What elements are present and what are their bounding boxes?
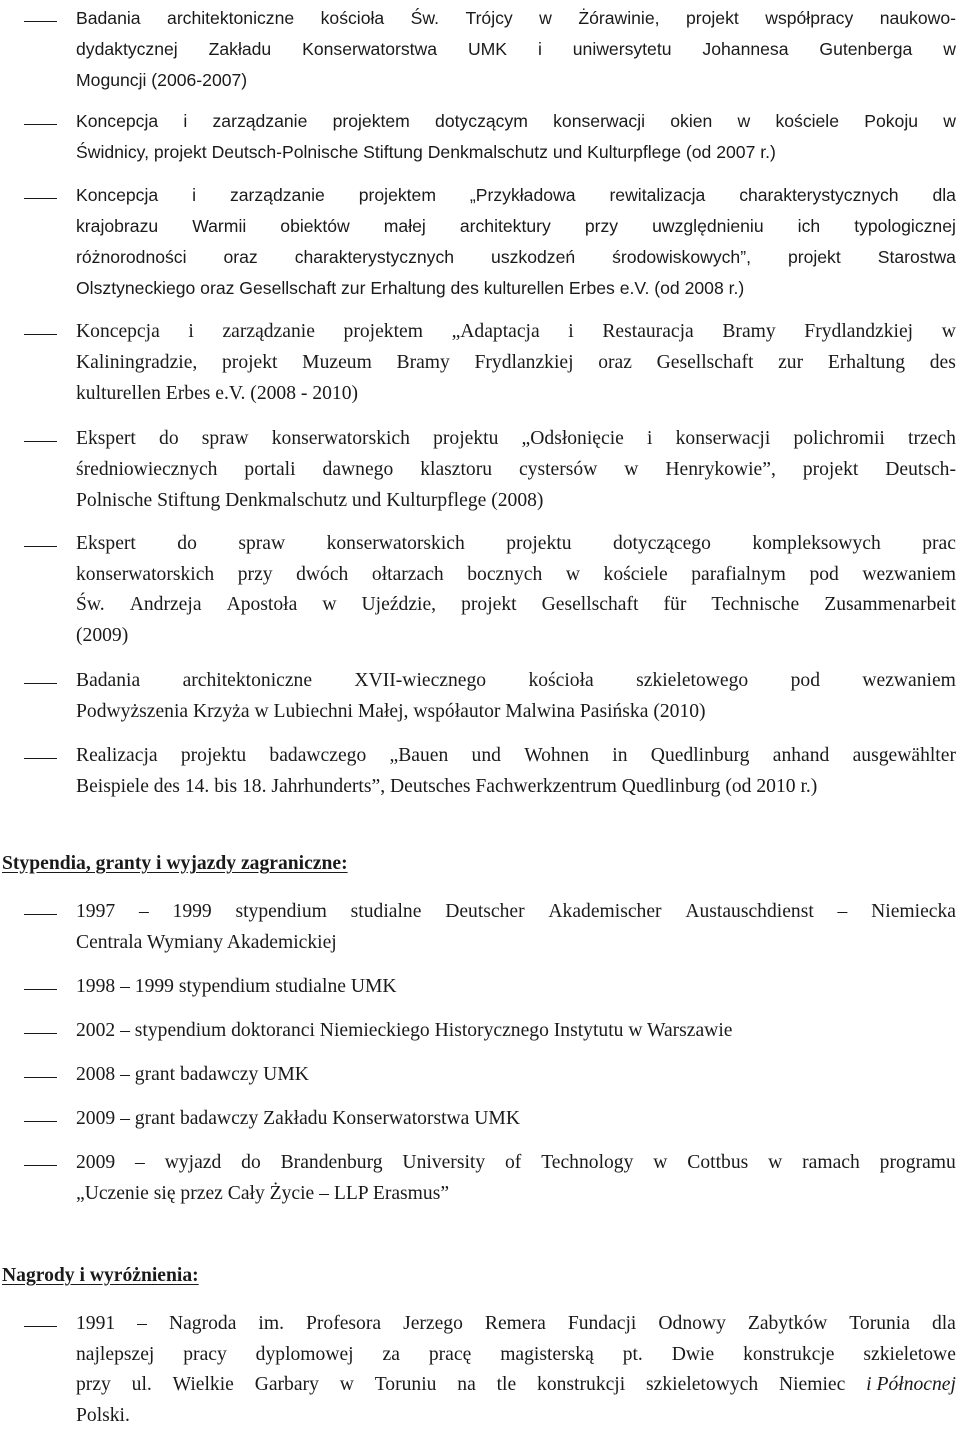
award-item-line (76, 1401, 130, 1431)
line-word: XVII-wiecznego (354, 665, 486, 696)
line-word: zarządzanie (213, 106, 308, 137)
line-word: studialne (351, 897, 422, 928)
line-word: konserwatorskich (272, 423, 410, 454)
research-item-line (76, 106, 956, 137)
line-word: Wohnen (524, 740, 589, 771)
section-heading-scholarships (2, 853, 348, 875)
line-word: projekt (461, 590, 517, 621)
line-word: dwóch (296, 560, 348, 591)
research-item-line (76, 3, 956, 34)
line-word: w (943, 34, 956, 65)
line-text: „Uczenie się przez Cały Życie – LLP Erasmus” (76, 1183, 449, 1204)
line-word: trzech (908, 423, 956, 454)
research-item-line (76, 378, 358, 409)
line-word: Zusammenarbeit (824, 590, 956, 621)
line-word: des (930, 347, 956, 378)
line-word: i (568, 316, 573, 347)
line-word: środowiskowych”, (612, 242, 751, 273)
line-word: Deutsch- (885, 454, 956, 485)
line-word: Andrzeja (130, 590, 202, 621)
line-word: najlepszej (76, 1340, 154, 1371)
award-item-line (76, 1340, 956, 1371)
line-text: Moguncji (2006-2007) (76, 70, 247, 90)
research-item-line (76, 560, 956, 591)
line-word: „Bauen (390, 740, 449, 771)
line-word: projektu (506, 529, 571, 560)
line-word: w (566, 560, 580, 591)
line-text: 2009 – grant badawczy Zakładu Konserwatorstwa UMK (76, 1108, 520, 1129)
line-word: 1999 (173, 897, 212, 928)
scholarship-item-line (76, 897, 956, 928)
line-word: spraw (202, 423, 249, 454)
line-word: Akademischer (548, 897, 661, 928)
line-word: Brandenburg (281, 1148, 383, 1179)
line-word: „Odsłonięcie (522, 423, 624, 454)
line-word: parafialnym (691, 560, 786, 591)
research-item-line (76, 454, 956, 485)
research-item-line (76, 665, 956, 696)
line-word: kościoła (321, 3, 385, 34)
line-word: dla (932, 180, 955, 211)
line-word: Johannesa (702, 34, 788, 65)
line-word: obiektów (280, 211, 349, 242)
line-word: szkieletowego (636, 665, 748, 696)
line-word: w (942, 316, 956, 347)
line-word: projekt (222, 347, 278, 378)
line-word: konstrukcje (743, 1340, 834, 1371)
line-text: Olsztyneckiego oraz Gesellschaft zur Erhaltung des kulturellen Erbes e.V. (od 2008 r.) (76, 278, 744, 298)
line-word: Quedlinburg (651, 740, 750, 771)
line-word: uwzględnieniu (652, 211, 764, 242)
line-word: dotyczącym (435, 106, 528, 137)
line-word: kompleksowych (752, 529, 880, 560)
line-text: Beispiele des 14. bis 18. Jahrhunderts”, Deutsches Fachwerkzentrum Quedlinburg (od 2010 r.) (76, 776, 817, 797)
line-word: w (340, 1370, 354, 1401)
line-word: Toruniu (375, 1370, 437, 1401)
list-dash-marker (24, 1077, 57, 1078)
research-item-line (76, 273, 744, 304)
line-word: okien (670, 106, 712, 137)
line-word: konserwacji (676, 423, 771, 454)
line-text: 2002 – stypendium doktoranci Niemieckiego Historycznego Instytutu w Warszawie (76, 1020, 732, 1041)
line-word: projektu (181, 740, 246, 771)
line-word: do (241, 1148, 261, 1179)
line-word: szkieletowe (863, 1340, 956, 1371)
line-word: Św. (76, 590, 105, 621)
line-text: Świdnicy, projekt Deutsch-Polnische Stiftung Denkmalschutz und Kulturpflege (od 2007 r.) (76, 142, 776, 162)
research-item-line (76, 485, 543, 516)
line-word: Odnowy (658, 1309, 726, 1340)
line-word: ul. (132, 1370, 152, 1401)
list-dash-marker (24, 21, 57, 22)
line-word: pracy (183, 1340, 227, 1371)
line-word: architektoniczne (183, 665, 312, 696)
line-word: Remera (485, 1309, 546, 1340)
line-word: uniwersytetu (573, 34, 672, 65)
line-word: naukowo- (880, 3, 956, 34)
line-word: Cottbus (687, 1148, 748, 1179)
line-word: Erhaltung (828, 347, 905, 378)
line-word: Bramy (722, 316, 775, 347)
line-text: Centrala Wymiany Akademickiej (76, 932, 337, 953)
line-word: pod (791, 665, 820, 696)
research-item-line (76, 696, 706, 727)
research-item-line (76, 137, 776, 168)
line-word: Dwie (672, 1340, 714, 1371)
line-word: „Przykładowa (470, 180, 576, 211)
line-word: Koncepcja (76, 316, 160, 347)
line-word: Gesellschaft (657, 347, 754, 378)
line-word: 1997 (76, 897, 115, 928)
italic-text: i Północnej (866, 1370, 956, 1401)
line-word: ołtarzach (372, 560, 444, 591)
line-word: of (505, 1148, 521, 1179)
line-word: pt. (623, 1340, 643, 1371)
line-word: Ujeździe, (362, 590, 437, 621)
award-item-line (76, 1309, 956, 1340)
line-word: Restauracja (602, 316, 693, 347)
line-word: Gutenberga (819, 34, 912, 65)
line-word: zur (778, 347, 803, 378)
line-word: w (539, 3, 552, 34)
line-word: kościele (775, 106, 839, 137)
line-text: (2009) (76, 625, 128, 646)
line-word: Ekspert (76, 529, 136, 560)
line-word: – (139, 897, 149, 928)
line-word: Frydlandzkiej (804, 316, 913, 347)
research-item-line (76, 34, 956, 65)
line-word: Fundacji (568, 1309, 637, 1340)
line-word: różnorodności (76, 242, 187, 273)
research-item-line (76, 740, 956, 771)
scholarship-item-line (76, 928, 337, 959)
research-item-line (76, 423, 956, 454)
line-word: Gesellschaft (542, 590, 639, 621)
line-word: oraz (598, 347, 632, 378)
line-word: klasztoru (420, 454, 492, 485)
line-word: UMK (468, 34, 507, 65)
line-word: Niemiec (779, 1370, 845, 1401)
line-word: dla (932, 1309, 956, 1340)
line-word: uszkodzeń (491, 242, 575, 273)
line-word: anhand (773, 740, 830, 771)
scholarship-item-line (76, 1104, 520, 1135)
line-word: dyplomowej (256, 1340, 354, 1371)
line-word: wyjazd (165, 1148, 222, 1179)
line-word: projekt (803, 454, 859, 485)
line-word: tle (497, 1370, 517, 1401)
scholarship-item-line (76, 1148, 956, 1179)
award-item-line (76, 1370, 956, 1401)
line-word: – (838, 897, 848, 928)
line-word: 2009 (76, 1148, 115, 1179)
line-word: dydaktycznej (76, 34, 178, 65)
line-word: konserwatorskich (76, 560, 214, 591)
line-word: spraw (238, 529, 285, 560)
line-word: pracę (429, 1340, 471, 1371)
list-dash-marker (24, 124, 57, 125)
line-word: dawnego (323, 454, 394, 485)
line-word: projektem (344, 316, 423, 347)
line-word: portali (244, 454, 295, 485)
line-word: – (135, 1148, 145, 1179)
line-word: szkieletowych (646, 1370, 758, 1401)
line-word: do (159, 423, 179, 454)
line-word: Koncepcja (76, 106, 158, 137)
line-text: Podwyższenia Krzyża w Lubiechni Małej, współautor Malwina Pasińska (2010) (76, 701, 706, 722)
research-item-line (76, 347, 956, 378)
line-word: „Adaptacja (452, 316, 540, 347)
research-item-line (76, 180, 956, 211)
section-heading-awards (2, 1265, 199, 1287)
line-text: Polski. (76, 1405, 130, 1426)
line-word: ramach (802, 1148, 860, 1179)
line-word: i (183, 106, 187, 137)
line-word: w (943, 106, 956, 137)
line-word: Austauschdienst (685, 897, 813, 928)
line-word: konserwatorskich (327, 529, 465, 560)
line-word: 1991 (76, 1309, 115, 1340)
line-word: Warmii (192, 211, 246, 242)
line-word: ich (798, 211, 821, 242)
line-word: i (538, 34, 542, 65)
line-word: Trójcy (465, 3, 512, 34)
line-word: na (457, 1370, 476, 1401)
line-word: i (192, 180, 196, 211)
line-word: Pokoju (864, 106, 918, 137)
line-word: Technische (711, 590, 799, 621)
line-word: projektem (333, 106, 410, 137)
line-word: Ekspert (76, 423, 136, 454)
line-word: za (383, 1340, 400, 1371)
list-dash-marker (24, 334, 57, 335)
line-word: Bramy (397, 347, 450, 378)
line-word: badawczego (269, 740, 366, 771)
list-dash-marker (24, 1326, 57, 1327)
line-word: przy (585, 211, 618, 242)
line-word: Niemiecka (871, 897, 956, 928)
research-item-line (76, 242, 956, 273)
line-word: Koncepcja (76, 180, 158, 211)
research-item-line (76, 529, 956, 560)
line-word: Garbary (255, 1370, 319, 1401)
line-word: architektury (460, 211, 551, 242)
line-word: Zabytków (748, 1309, 827, 1340)
line-word: University (402, 1148, 485, 1179)
line-word: Badania (76, 665, 140, 696)
line-word: polichromii (793, 423, 884, 454)
line-text: kulturellen Erbes e.V. (2008 - 2010) (76, 383, 358, 404)
line-word: w (322, 590, 336, 621)
line-text: 2008 – grant badawczy UMK (76, 1064, 309, 1085)
line-word: Konserwatorstwa (302, 34, 437, 65)
line-word: Starostwa (878, 242, 956, 273)
line-word: Żórawinie, (578, 3, 659, 34)
line-word: Deutscher (445, 897, 524, 928)
line-word: dotyczącego (613, 529, 711, 560)
line-word: zarządzanie (230, 180, 325, 211)
research-item-line (76, 211, 956, 242)
list-dash-marker (24, 1033, 57, 1034)
line-word: kościoła (528, 665, 593, 696)
line-word: wezwaniem (862, 665, 956, 696)
scholarship-item-line (76, 1179, 449, 1210)
research-item-line (76, 316, 956, 347)
line-word: projektu (433, 423, 498, 454)
line-word: i (647, 423, 652, 454)
line-text: Polnische Stiftung Denkmalschutz und Kulturpflege (2008) (76, 490, 543, 511)
list-dash-marker (24, 1121, 57, 1122)
line-word: charakterystycznych (295, 242, 454, 273)
line-word: Św. (411, 3, 439, 34)
line-word: konserwacji (553, 106, 645, 137)
line-word: konstrukcji (537, 1370, 625, 1401)
line-word: Frydlanzkiej (475, 347, 574, 378)
line-word: Wielkie (173, 1370, 234, 1401)
scholarship-item-line (76, 972, 397, 1003)
list-dash-marker (24, 1165, 57, 1166)
line-word: zarządzanie (222, 316, 314, 347)
line-word: programu (880, 1148, 956, 1179)
line-word: Kaliningradzie, (76, 347, 197, 378)
line-word: średniowiecznych (76, 454, 217, 485)
line-word: w (768, 1148, 782, 1179)
line-word: pod (809, 560, 838, 591)
line-word: do (177, 529, 197, 560)
scholarship-item-line (76, 1060, 309, 1091)
line-word: Zakładu (209, 34, 272, 65)
line-word: rewitalizacja (609, 180, 705, 211)
line-word: Badania (76, 3, 141, 34)
line-word: Nagroda (169, 1309, 236, 1340)
line-word: – (137, 1309, 147, 1340)
line-word: projektem (359, 180, 436, 211)
line-word: przy (76, 1370, 111, 1401)
line-word: Profesora (306, 1309, 381, 1340)
line-word: typologicznej (854, 211, 956, 242)
research-item-line (76, 771, 817, 802)
list-dash-marker (24, 198, 57, 199)
line-word: kościele (604, 560, 668, 591)
research-item-line (76, 590, 956, 621)
line-word: stypendium (235, 897, 326, 928)
line-word: i (188, 316, 193, 347)
line-word: prac (922, 529, 956, 560)
line-word: Technology (541, 1148, 633, 1179)
list-dash-marker (24, 914, 57, 915)
line-word: Jerzego (403, 1309, 463, 1340)
line-word: małej (384, 211, 426, 242)
line-word: Apostoła (227, 590, 298, 621)
scholarship-item-line (76, 1016, 732, 1047)
list-dash-marker (24, 546, 57, 547)
line-word: bocznych (467, 560, 542, 591)
line-word: cystersów (519, 454, 597, 485)
line-word: w (653, 1148, 667, 1179)
list-dash-marker (24, 441, 57, 442)
line-word: Henrykowie”, (665, 454, 775, 485)
heading-text: Stypendia, granty i wyjazdy zagraniczne: (2, 853, 348, 874)
research-item-line (76, 65, 247, 96)
line-word: współpracy (765, 3, 853, 34)
line-word: charakterystycznych (739, 180, 898, 211)
line-word: wezwaniem (862, 560, 956, 591)
line-word: projekt (686, 3, 739, 34)
line-word: in (612, 740, 627, 771)
line-word: für (664, 590, 687, 621)
list-dash-marker (24, 758, 57, 759)
line-word: Torunia (849, 1309, 910, 1340)
heading-text: Nagrody i wyróżnienia: (2, 1265, 199, 1286)
line-word: magisterską (500, 1340, 594, 1371)
list-dash-marker (24, 989, 57, 990)
line-word: w (624, 454, 638, 485)
line-word: Realizacja (76, 740, 158, 771)
line-word: architektoniczne (167, 3, 294, 34)
list-dash-marker (24, 683, 57, 684)
line-word: und (472, 740, 501, 771)
line-word: w (738, 106, 751, 137)
line-text: 1998 – 1999 stypendium studialne UMK (76, 976, 397, 997)
research-item-line (76, 621, 128, 652)
line-word: im. (258, 1309, 284, 1340)
line-word: przy (238, 560, 273, 591)
line-word: ausgewählter (853, 740, 956, 771)
line-word: projekt (788, 242, 841, 273)
line-word: krajobrazu (76, 211, 158, 242)
line-word: oraz (223, 242, 257, 273)
line-word: Muzeum (302, 347, 372, 378)
